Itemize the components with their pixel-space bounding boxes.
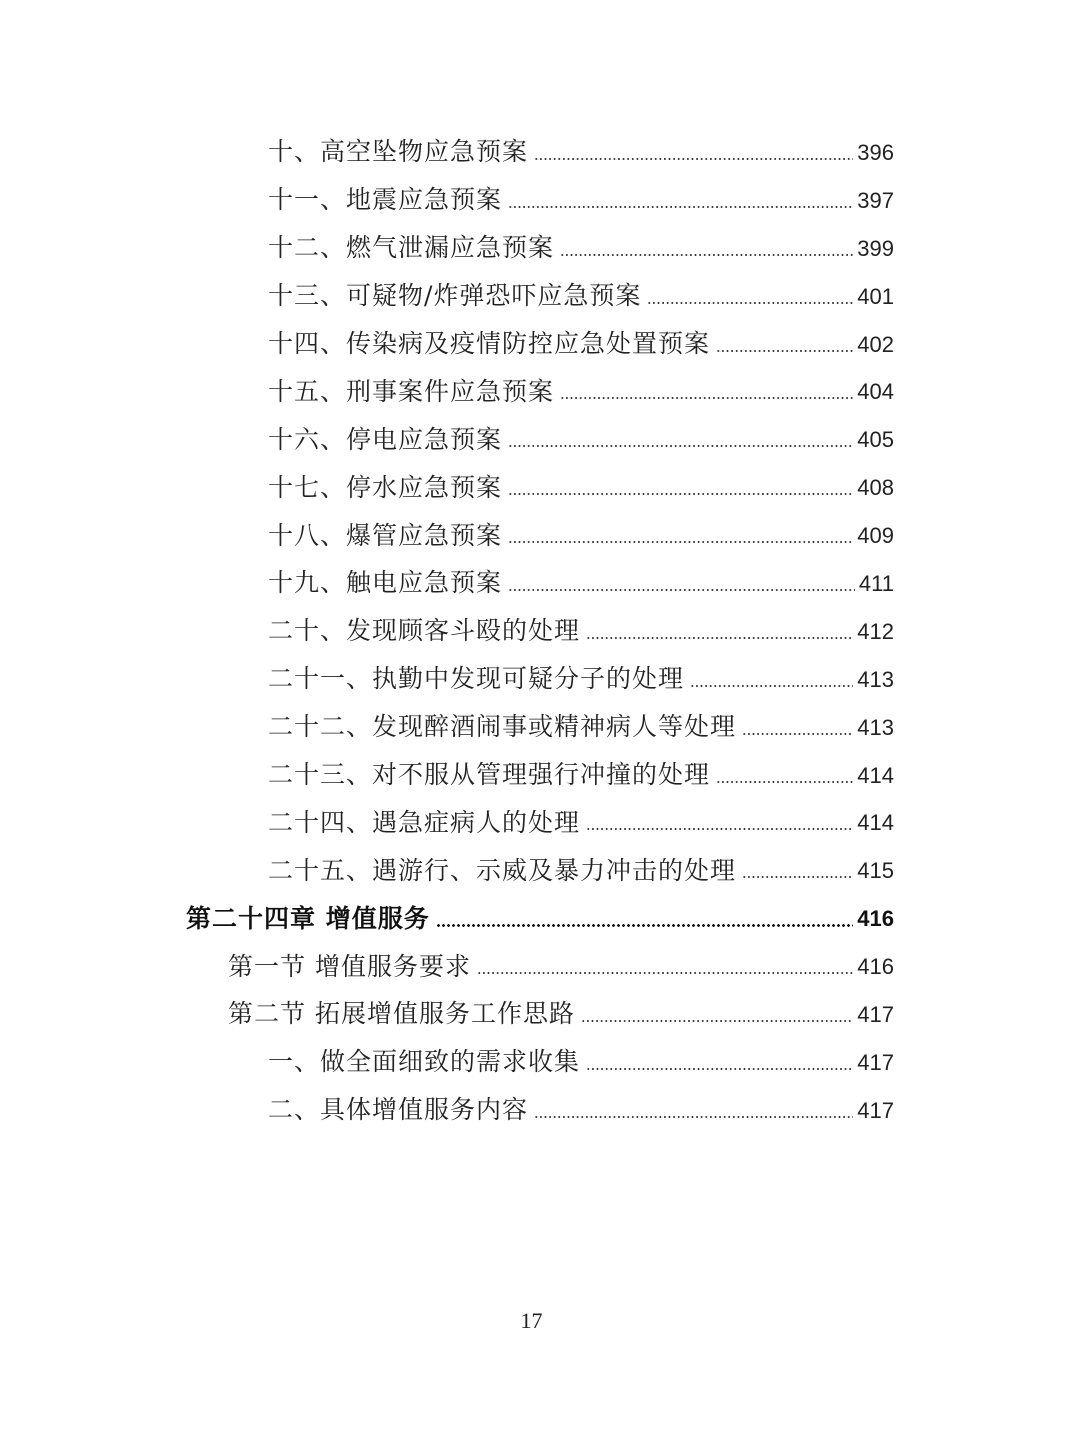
- toc-dot-leader: [716, 350, 853, 352]
- toc-entry-title: 第一节 增值服务要求: [228, 951, 471, 981]
- toc-entry-page-number: 409: [857, 523, 894, 549]
- toc-entry-title: 二、具体增值服务内容: [268, 1095, 529, 1125]
- toc-dot-leader: [534, 1116, 853, 1118]
- toc-entry-title: 二十三、对不服从管理强行冲撞的处理: [268, 760, 711, 790]
- toc-item-entry[interactable]: [0, 798, 1080, 846]
- toc-item-entry[interactable]: [0, 655, 1080, 703]
- toc-entry-title: 十八、爆管应急预案: [268, 520, 503, 550]
- toc-entry-title: 二十一、执勤中发现可疑分子的处理: [268, 664, 685, 694]
- toc-item-entry[interactable]: [0, 272, 1080, 320]
- toc-entry-page-number: 414: [857, 762, 894, 788]
- toc-section-entry[interactable]: [0, 942, 1080, 990]
- toc-item-entry[interactable]: [0, 463, 1080, 511]
- toc-dot-leader: [477, 972, 853, 974]
- toc-item-entry[interactable]: [0, 703, 1080, 751]
- toc-dot-leader: [560, 254, 853, 256]
- toc-item-entry[interactable]: [0, 559, 1080, 607]
- toc-entry-title: 十七、停水应急预案: [268, 472, 503, 502]
- toc-dot-leader: [586, 1068, 853, 1070]
- toc-entry-page-number: 397: [857, 187, 894, 213]
- toc-entry-title: 十一、地震应急预案: [268, 185, 503, 215]
- table-of-contents: [0, 128, 1080, 1134]
- toc-entry-title: 二十四、遇急症病人的处理: [268, 807, 581, 837]
- toc-dot-leader: [508, 445, 853, 447]
- toc-entry-title: 十三、可疑物/炸弹恐吓应急预案: [268, 281, 642, 311]
- toc-dot-leader: [690, 685, 853, 687]
- toc-entry-title: 十四、传染病及疫情防控应急处置预案: [268, 329, 711, 358]
- toc-entry-title: 一、做全面细致的需求收集: [268, 1047, 581, 1077]
- toc-dot-leader: [508, 493, 853, 495]
- toc-entry-page-number: 413: [857, 714, 894, 740]
- toc-entry-title: 第二十四章 增值服务: [186, 903, 430, 933]
- toc-entry-page-number: 417: [857, 1049, 894, 1075]
- toc-dot-leader: [560, 397, 853, 399]
- page-number: 17: [520, 1308, 543, 1333]
- toc-entry-title: 十六、停电应急预案: [268, 424, 503, 454]
- toc-item-entry[interactable]: [0, 751, 1080, 799]
- toc-entry-title: 二十、发现顾客斗殴的处理: [268, 616, 581, 646]
- toc-item-entry[interactable]: [0, 176, 1080, 224]
- toc-entry-page-number: 402: [857, 331, 894, 357]
- toc-dot-leader: [508, 206, 853, 208]
- toc-entry-page-number: 399: [857, 235, 894, 261]
- toc-entry-title: 第二节 拓展增值服务工作思路: [228, 999, 575, 1029]
- toc-entry-page-number: 408: [857, 475, 894, 501]
- toc-dot-leader: [586, 637, 853, 639]
- toc-entry-page-number: 405: [857, 427, 894, 453]
- toc-item-entry[interactable]: [0, 367, 1080, 415]
- toc-entry-title: 十九、触电应急预案: [268, 568, 503, 598]
- toc-dot-leader: [436, 924, 854, 927]
- toc-chapter-entry[interactable]: [0, 894, 1080, 942]
- toc-entry-page-number: 417: [857, 1097, 894, 1123]
- toc-section-entry[interactable]: [0, 990, 1080, 1038]
- toc-item-entry[interactable]: [0, 607, 1080, 655]
- toc-item-entry[interactable]: [0, 846, 1080, 894]
- toc-dot-leader: [581, 1020, 853, 1022]
- toc-item-entry[interactable]: [0, 1038, 1080, 1086]
- toc-entry-page-number: 416: [857, 954, 894, 980]
- toc-dot-leader: [534, 158, 853, 160]
- toc-entry-page-number: 411: [858, 570, 894, 596]
- toc-entry-page-number: 401: [857, 283, 894, 309]
- toc-entry-page-number: 416: [857, 906, 894, 932]
- toc-entry-title: 二十二、发现醉酒闹事或精神病人等处理: [268, 712, 737, 742]
- toc-item-entry[interactable]: [0, 128, 1080, 176]
- toc-dot-leader: [508, 589, 855, 591]
- toc-item-entry[interactable]: [0, 415, 1080, 463]
- toc-dot-leader: [647, 302, 853, 304]
- toc-entry-page-number: 412: [857, 618, 894, 644]
- toc-entry-page-number: 415: [857, 858, 894, 884]
- toc-dot-leader: [508, 541, 853, 543]
- toc-entry-title: 十五、刑事案件应急预案: [268, 376, 555, 406]
- toc-entry-title: 二十五、遇游行、示威及暴力冲击的处理: [268, 855, 737, 885]
- toc-item-entry[interactable]: [0, 1086, 1080, 1134]
- toc-dot-leader: [742, 876, 853, 878]
- toc-entry-page-number: 414: [857, 810, 894, 836]
- toc-item-entry[interactable]: [0, 511, 1080, 559]
- toc-entry-title: 十二、燃气泄漏应急预案: [268, 233, 555, 263]
- toc-dot-leader: [716, 781, 853, 783]
- toc-item-entry[interactable]: [0, 224, 1080, 272]
- toc-entry-page-number: 417: [857, 1001, 894, 1027]
- toc-entry-page-number: 404: [857, 379, 894, 405]
- toc-dot-leader: [586, 828, 853, 830]
- toc-entry-page-number: 396: [857, 139, 894, 165]
- toc-item-entry[interactable]: [0, 320, 1080, 368]
- toc-dot-leader: [742, 733, 853, 735]
- toc-entry-page-number: 413: [857, 666, 894, 692]
- toc-entry-title: 十、高空坠物应急预案: [268, 137, 529, 167]
